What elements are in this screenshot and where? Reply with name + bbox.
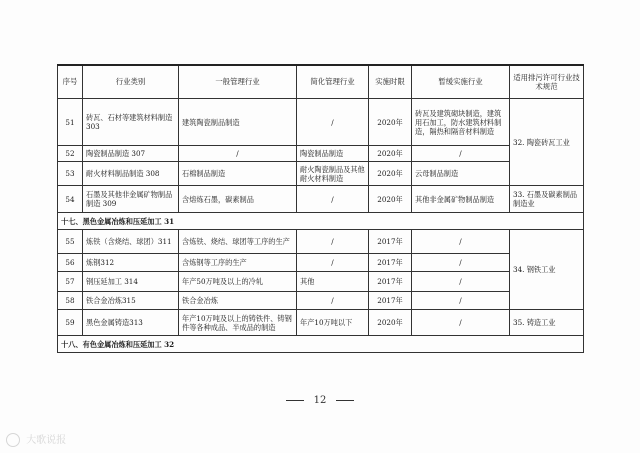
row-category: 黑色金属铸造313 [83,310,179,336]
watermark-logo-icon [6,433,20,447]
row-category: 耐火材料制品制造 308 [83,162,179,186]
section-row [58,213,584,230]
row-no: 51 [58,99,83,146]
row-deferred: / [412,230,510,254]
row-deferred: / [412,310,510,336]
table-row [58,254,584,272]
row-category: 砖瓦、石材等建筑材料制造 303 [83,99,179,146]
row-simplified: / [297,99,369,146]
footer-dash-right [336,400,354,401]
watermark [6,431,66,447]
table-row [58,146,584,162]
permit-table [57,64,584,353]
row-deferred: / [412,292,510,310]
row-simplified: 年产10万吨以下 [297,310,369,336]
header-simplified: 简化管理行业 [297,65,369,99]
row-time: 2020年 [369,146,412,162]
header-deferred: 暂缓实施行业 [412,65,510,99]
table-row [58,272,584,292]
table-row [58,230,584,254]
row-no: 59 [58,310,83,336]
row-no: 57 [58,272,83,292]
row-deferred: / [412,254,510,272]
row-time: 2017年 [369,272,412,292]
row-category: 石墨及其他非金属矿物制品制造 309 [83,186,179,213]
row-category: 铁合金冶炼315 [83,292,179,310]
row-no: 55 [58,230,83,254]
row-spec: 32. 陶瓷砖瓦工业 [510,99,584,186]
header-category: 行业类别 [83,65,179,99]
row-category: 钢压延加工 314 [83,272,179,292]
table-row [58,162,584,186]
row-no: 54 [58,186,83,213]
row-no: 58 [58,292,83,310]
row-time: 2020年 [369,186,412,213]
header-general: 一般管理行业 [179,65,297,99]
row-simplified: / [297,186,369,213]
row-deferred: 砖瓦及建筑砌块制造，建筑用石加工，防水建筑材料制造，隔热和隔音材料制造 [412,99,510,146]
table-header-row [58,65,584,99]
row-time: 2020年 [369,310,412,336]
row-no: 52 [58,146,83,162]
row-simplified: 耐火陶瓷制品及其他耐火材料制造 [297,162,369,186]
page-footer [0,395,640,406]
row-deferred: 其他非金属矿物制品制造 [412,186,510,213]
row-general: 含炼钢等工序的生产 [179,254,297,272]
row-simplified: / [297,230,369,254]
row-category: 炼铁（含烧结、球团）311 [83,230,179,254]
row-general: 含炼铁、烧结、球团等工序的生产 [179,230,297,254]
row-time: 2017年 [369,254,412,272]
row-time: 2017年 [369,230,412,254]
row-time: 2020年 [369,99,412,146]
header-spec: 适用排污许可行业技术规范 [510,65,584,99]
row-deferred: / [412,146,510,162]
row-general: 含熔炼石墨，碳素制品 [179,186,297,213]
section-row [58,336,584,353]
row-no: 56 [58,254,83,272]
row-spec: 35. 铸造工业 [510,310,584,336]
row-simplified: 陶瓷制品制造 [297,146,369,162]
header-time: 实施时限 [369,65,412,99]
section-heading: 十七、黑色金属冶炼和压延加工 31 [58,213,584,230]
row-general: 年产50万吨及以上的冷轧 [179,272,297,292]
table-row [58,292,584,310]
row-category: 炼钢312 [83,254,179,272]
row-deferred: / [412,272,510,292]
section-heading: 十八、有色金属冶炼和压延加工 32 [58,336,584,353]
row-general: 建筑陶瓷制品制造 [179,99,297,146]
header-no: 序号 [58,65,83,99]
row-simplified: 其他 [297,272,369,292]
page-number: 12 [313,395,327,406]
row-general: / [179,146,297,162]
row-time: 2017年 [369,292,412,310]
row-simplified: / [297,292,369,310]
row-time: 2020年 [369,162,412,186]
row-spec: 33. 石墨及碳素制品制造业 [510,186,584,213]
row-general: 石棉制品制造 [179,162,297,186]
table-row [58,310,584,336]
row-general: 年产10万吨及以上的铸铁件、铸钢件等各种成品、半成品的制造 [179,310,297,336]
row-general: 铁合金冶炼 [179,292,297,310]
watermark-text: 大歌说报 [26,435,67,446]
row-spec: 34. 钢铁工业 [510,230,584,310]
row-no: 53 [58,162,83,186]
row-simplified: / [297,254,369,272]
table-row [58,99,584,146]
footer-dash-left [286,400,304,401]
row-deferred: 云母制品制造 [412,162,510,186]
table-row [58,186,584,213]
row-category: 陶瓷制品制造 307 [83,146,179,162]
